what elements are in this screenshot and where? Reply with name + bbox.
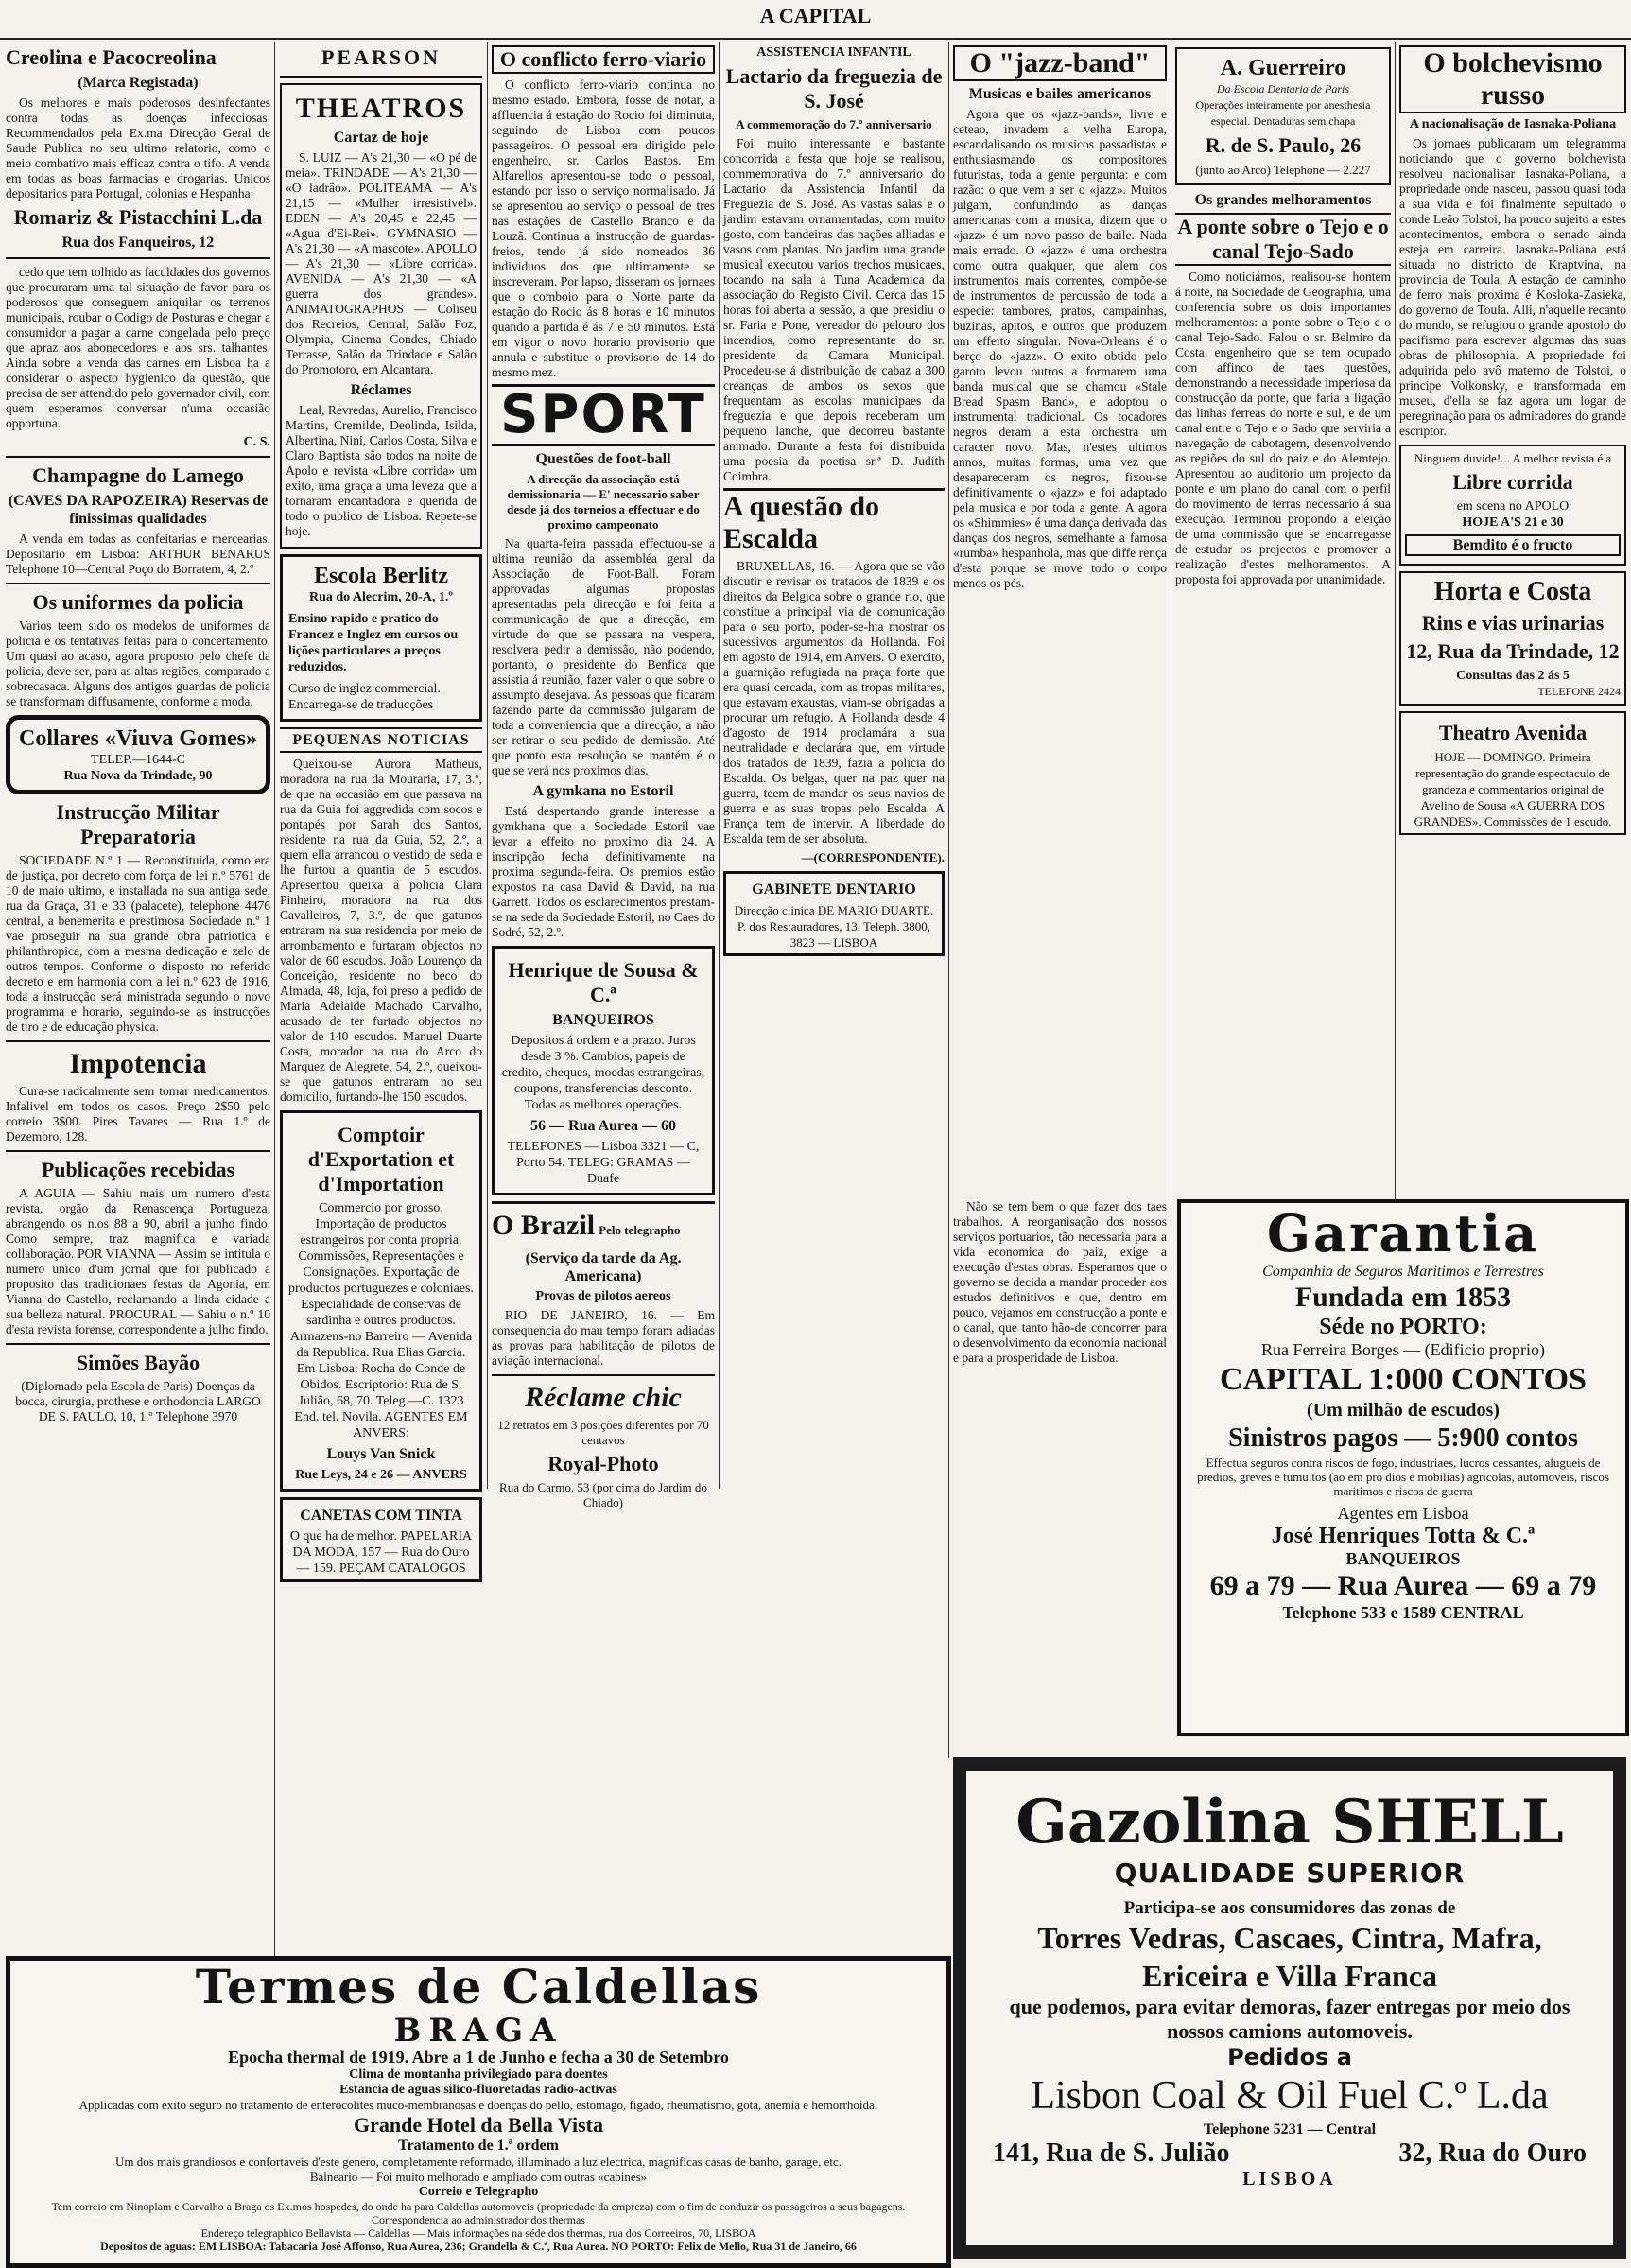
horta-ad-sub: Rins e vias urinarias [1421,611,1605,635]
guerreiro-ad-sub: Da Escola Dentaria de Paris [1217,82,1349,96]
lactario-headline: Lactario da freguezia de S. José [725,64,943,113]
football-text: Na quarta-feira passada effectuou-se a ultima reunião da assembléa geral da Associação de Foot-Ball. Foram approvadas algumas propostas apresentadas pela direcção e foi feita a communicação de que a direcção, em virtude do que se passara na vespera, resolvera pedir a demissão, não podendo, portanto, o presidente do Benfica que assistia á reunião, fazer valer o que sobre o assumpto desejava. As pessoas que ficaram fazendo parte da commissão julgaram de toda a conveniencia que a direcção, a não ser retirar o seu pedido de demissão. Até que ponto esta resolução se mantém é o que se verá nos proximos dias. [492,536,715,777]
garantia-capital-sub: (Um milhão de escudos) [1307,1400,1500,1421]
article-text: cedo que tem tolhido as faculdades dos governos que procuraram uma tal situação de favor para os poderosos que conseguem aniquilar os terrenos municipais, roubar o Codigo de Posturas e chegar a consumidor a pagar a carne congelada pelo preço que apraz aos abonecedores e aos srs. talhantes. Ainda sobre a venda das carnes em Lisboa ha a considerar o aspecto hygienico da questão, que precisa de ser attendido pelo governador civil, com quem esperamos conversar n'uma occasião opportuna. [6,265,270,430]
champagne-ad-sub: (CAVES DA RAPOZEIRA) Reservas de finissimas qualidades [8,493,269,527]
collares-ad-tel: TELEP.—1644-C [91,753,185,767]
col6-continuation-text: Não se tem bem o que fazer dos taes trabalhos. A reorganisação dos nossos serviços portuarios, tão necessaria para a vida economica do paiz, exige a execução d'estas obras. Esperamos que o governo se decida a mandar proceder aos estudos definitivos e que, dentro em pouco, vejamos em construcção a ponte e o canal, que tanto hão-de concorrer para o desenvolvimento da economia nacional e para a prosperidade de Lisboa. [953,1199,1167,1365]
shell-quality: QUALIDADE SUPERIOR [1114,1858,1466,1889]
column-1 [6,42,270,1990]
royal-ad-title: Royal-Photo [547,1452,659,1475]
garantia-ad [1177,1199,1629,1736]
caldellas-title: Termes de Caldellas [195,1959,762,2015]
divider [6,1150,270,1152]
brazil-sub: (Serviço da tarde da Ag. Americana) [525,1250,682,1284]
garantia-claims-body: Effectua seguros contra riscos de fogo, industriaes, lucros cessantes, alugueis de predios, greves e tumultos (ao em pro dios e mobilias) agricolas, automoveis, riscos maritimos e riscos de guerra [1197,1456,1609,1498]
berlitz-ad [280,554,482,722]
column-rule [274,42,275,2245]
football-sub: A direcção da associação está demissionaria — E' necessario saber desde já dos torneios a effectuar e do proximo campeonato [507,472,700,532]
sport-headline: SPORT [492,384,715,446]
page-header [0,0,1631,40]
shell-addr-left: 141, Rua de S. Julião [993,2138,1230,2168]
shell-tel: Telephone 5231 — Central [1203,2121,1377,2137]
paper-title: A CAPITAL [759,4,872,27]
caldellas-hotel-body: Um dos mais grandiosos e confortaveis d'este genero, completamente reformado, illuminado a luz electrica, magnificas casas de banho, garage, etc. [115,2155,842,2169]
henrique-ad-tel: TELEFONES — Lisboa 3321 — C, Porto 54. TELEG: GRAMAS — Duafe [507,1140,700,1186]
bolchevismo-headline: O bolchevismo russo [1399,45,1626,113]
garantia-agents-addr: 69 a 79 — Rua Aurea — 69 a 79 [1209,1570,1597,1601]
horta-ad-title: Horta e Costa [1433,577,1592,606]
horta-ad-tel: TELEFONE 2424 [1537,685,1621,698]
shell-firm: Lisbon Coal & Oil Fuel C.º L.da [1031,2074,1549,2118]
column-2 [280,42,482,1990]
uniformes-headline: Os uniformes da policia [32,590,244,614]
column-5b [1175,42,1391,1214]
garantia-agents: Agentes em Lisboa [1337,1504,1469,1523]
guerreiro-ad [1175,47,1391,185]
garantia-seat-addr: Rua Ferreira Borges — (Edificio proprio) [1260,1340,1546,1359]
pequenas-headline: PEQUENAS NOTICIAS [280,727,482,753]
column-6 [1399,42,1626,1214]
brazil-block [492,1201,715,1246]
shell-outro: que podemos, para evitar demoras, fazer entregas por meio dos nossos camions automoveis. [1009,1995,1570,2043]
reclames-headline: Réclames [350,382,412,398]
instrucao-headline: Instrucção Militar Preparatoria [56,800,220,848]
assist-headline: ASSISTENCIA INFANTIL [756,45,911,60]
lactario-sub: A commemoração do 7.º anniversario [736,117,932,131]
publicacoes-text: A AGUIA — Sahiu mais um numero d'esta revista, orgão da Renascença Portugueza, abrangendo os n.os 88 a 90, abril a junho findo. Como sempre, traz magnifica e variada collaboração. POR VIANNA — Assim se intitula o numero unico d'um jornal que foi publicado a proposito das tradicionaes festas da Agonia, em Vianna do Castello, reclamando a linda cidade a sua belleza natural. PROCURAL — Sahiu o n.º 10 d'esta revista forense, correspondente a julho findo. [6,1186,270,1336]
caldellas-hotel: Grande Hotel da Bella Vista [354,2113,603,2137]
pequenas-text: Queixou-se Aurora Matheus, moradora na rua da Mouraria, 17, 3.º, de que na occasião em que passava na rua da Guia foi aggredida com socos e pontapés por Sarah dos Santos, residente na rua da Guia, 52, 2.º, a quem ella arrancou o vestido de seda e lhe furtou a quantia de 5 escudos. Apresentou queixa á policia Clara Pinheiro, moradora na rua dos Cavalleiros, 7, 3.º, de que gatunos entraram na sua residencia por meio de arrombamento e furtaram objectos no valor de 60 escudos. João Lourenço da Conceição, residente no beco do Almada, 48, loja, foi preso a pedido de Maria Adelaide Machado Carvalho, acusado de ter furtado objectos no valor de 140 escudos. Manuel Duarte Costa, morador na rua do Arco do Marquez de Alegrete, 54, 2.º, queixou-se que gatunos entraram no seu domicilio, furtando-lhe 150 escudos. [280,757,482,1104]
impotencia-headline: Impotencia [69,1048,207,1079]
apolo-ad [1399,445,1626,566]
ponte-headline: A ponte sobre o Tejo e o canal Tejo-Sado [1175,213,1391,266]
cartaz-text: S. LUIZ — A's 21,30 — «O pé de meia». TRINDADE — A's 21,30 — «O ladrão». POLITEAMA — A's 21,15 — «Mulher irresistivel». EDEN — A's 20,45 e 22,45 — «Agua d'Ei-Rei». GYMNASIO — A's 21,30 — «A mascote». APOLLO — A's 21,30 — «Libre corrida». AVENIDA — A's 21,30 — «A guerra dos grandes». ANIMATOGRAPHOS — Coliseu dos Recreios, Central, Salão Foz, Olympia, Cinema Condes, Chiado Terrasse, Salão da Trindade e Salão do Promotoro, em Alcantara. [286,150,477,376]
publicacoes-headline: Publicações recebidas [41,1158,235,1181]
caldellas-climate: Clima de montanha privilegiado para doentes [349,2067,608,2082]
apolo-ad-times: HOJE A'S 21 e 30 [1462,515,1564,530]
caldellas-estancia: Estancia de aguas silico-fluoretadas radio-activas [339,2083,617,2097]
canetas-ad-title: CANETAS COM TINTA [300,1508,462,1524]
garantia-founded: Fundada em 1853 [1294,1282,1512,1313]
gymkana-text: Está despertando grande interesse a gymkhana que a Sociedade Estoril vae levar a effeito no proximo dia 24. A inscripção fecha definitivamente na proxima segunda-feira. Os premios estão expostos na casa David & David, na rua Garrett. Todos os esclarecimentos prestam-se na sede da Sociedade Estoril, no Caes do Sodré, 52, 2.º. [492,804,715,939]
reclames-text: Leal, Revredas, Aurelio, Francisco Martins, Cremilde, Deolinda, Isilda, Albertina, Nini, Carlos Costa, Silva e Claro Baptista são todos na noite de Apolo e revista «Libre corrida» um exito, uma graça a uma leveza que a tornaram encantadora e querida de todo o publico de Lisboa. Repete-se hoje. [286,403,477,538]
apolo-ad-title: Libre corrida [1452,470,1573,494]
apolo-ad-cta: Bemdito é o fructo [1405,534,1621,556]
champagne-ad-body: A venda em todas as confeitarias e mercearias. Depositario em Lisboa: ARTHUR BENARUS Telephone 10—Central Poço do Borratem, 4, 2.º [6,532,270,576]
ponte-text: Como noticiámos, realisou-se hontem á noite, na Sociedade de Geographia, uma conferencia sobre os dois importantes melhoramentos: a ponte sobre o Tejo e o canal Tejo-Sado. Falou o sr. Belmiro da Costa, engenheiro que se tem ocupado com affinco de taes questões, demonstrando a necessidade imperiosa da construcção da ponte, que faria a ligação das linhas ferreas do norte e sul, e de um canal entre o Tejo e o Sado que serviria a navegação de cabotagem, desenvolvendo as regiões do sul do paiz e do Alemtejo. Apresentou ao auditorio um projecto da ponte e um plano do canal com o perfil do movimento de terras necessario á sua execução. Terminou propondo a eleição de uma commissão que se encarregasse de estudar os projectos e promover a realização d'estes melhoramentos. A proposta foi approvada por unanimidade. [1175,270,1391,586]
henrique-ad-sub: BANQUEIROS [552,1012,654,1028]
column-3 [492,42,715,1509]
reclame-ad-title: Réclame chic [525,1382,682,1413]
melhoramentos-headline: Os grandes melhoramentos [1194,192,1372,208]
comptoir-ad-agent-addr: Rue Leys, 24 e 26 — ANVERS [295,1468,467,1482]
garantia-capital: CAPITAL 1:000 CONTOS [1220,1362,1587,1397]
column-rule [948,42,949,1758]
conflicto-text: O conflicto ferro-viario continua no mesmo estado. Embora, fosse de notar, a affluencia á estação do Rocio foi diminuta, seguindo de Lisboa com poucos passageiros. O pessoal era dirigido pelo engenheiro, sr. Carlos Bastos. Em Alfarellos apresentou-se todo o pessoal, estando por isso o serviço normalisado. Já se apresentou ao serviço o pessoal de tres nas estações de Castello Branco e da Louzã. Continua a instrucção de guardas-freios, tendo já sido nomeados 36 individuos dos que ultimamente se inscreveram. Por lapso, disseram os jornaes que o comboio para o Norte parte da estação do Rocio ás 8 horas e 10 minutos quando a partida é ás 7 e 50 minutos. Está em vigor o novo horario provisorio que annula e substitue o provisorio de 14 do mesmo mez. [492,78,715,379]
instrucao-text: SOCIEDADE N.º 1 — Reconstituida, como era de justiça, por decreto com força de lei n.º 5761 de 10 de maio ultimo, e installada na sua antiga sede, rua da Graça, 31 e 33 (palacete), telephone 4476 central, a benemerita e prestimosa Sociedade n.º 1 vae proseguir na sua grande obra patriotica e philanthropica, com a mesma dedicação e zelo de outros tempos. Conforme o disposto no referido decreto e em harmonia com a lei n.º 623 de 1916, toda a instrucção será ministrada segundo o novo programma e horario, seguindo-se as instrucções de tiro e de educação physica. [6,853,270,1034]
bolchevismo-sub: A nacionalisação de Iasnaka-Poliana [1409,117,1617,131]
guerreiro-ad-title: A. Guerreiro [1220,56,1346,80]
apolo-ad-scene: em scena no APOLO [1456,499,1570,514]
column-rule [719,42,720,1489]
caldellas-depositos: Depositos de aguas: EM LISBOA: Tabacaria José Affonso, Rua Aurea, 236; Grandella & C.ª, Rua Aurea. NO PORTO: Felix de Mello, Rua 31 de Janeiro, 66 [100,2240,857,2253]
garantia-agents-tel: Telephone 533 e 1589 CENTRAL [1282,1603,1524,1622]
divider [6,456,270,458]
reclame-ad-body: 12 retratos em 3 posições diferentes por 70 centavos [497,1418,709,1447]
shell-towns: Torres Vedras, Cascaes, Cintra, Mafra, Ericeira e Villa Franca [1037,1921,1542,1993]
jazz-text: Agora que os «jazz-bands», livre e ceteao, invadem a velha Europa, escandalisando os musicos passadistas e enthusiasmando os compositores futuristas, toda a gente pergunta: e com razão: o que vem a ser o «jazz». Muitos julgam, confundindo as danças americanas com a musica, dizem que o «jazz» é um novo passo de baile. Nada mais errado. O «jazz» é uma orchestra como outra qualquer, que alem dos instrumentos mais correntes, compõe-se de instrumentos de percussão de toda a especie: tambores, pratos, campainhas, buzinas, apitos, e outros que produzem um effeito singular. Nova-Orleans é o berço do «jazz». O exito obtido pelo garoto levou outros a formarem uma banda musical que se chamou «Stale Bread Spasm Band», e adoptou o instrumental tradicional. Os tocadores negros deram a esta orchestra um caracter novo. Mas, n'estes ultimos annos, muitas formas, uma vez que desapareceram os negros, fixou-se definitivamente o «jazz» e foi adaptado pela musica e por toda a gente. A agora os «Shimmies» é uma dança derivada das danças dos negros, semelhante a famosa «rumba» hespanhola, mas que diffe rença d'esta porque se move todo o corpo menos os pés. [953,107,1167,590]
apolo-ad-top: Ninguem duvide!... A melhor revista é a [1414,451,1612,465]
henrique-ad-addr: 56 — Rua Aurea — 60 [530,1118,676,1134]
guerreiro-ad-body: Operações inteiramente por anesthesia especial. Dentaduras sem chapa [1195,98,1371,128]
collares-ad-addr: Rua Nova da Trindade, 90 [63,769,213,783]
uniformes-text: Varios teem sido os modelos de uniformes da policia e os tentativas feitas para o concertamento. Um quasi ao acaso, agora proposto pelo chefe da policia, deve ser, para as altas regiões, comparado a sobrecasaca. Alguns dos antigos guardas de policia se transformam diffusamente, conforme a moda. [6,619,270,708]
shell-addresses [983,2138,1596,2169]
caldellas-tratamento: Tratamento de 1.ª ordem [398,2137,559,2154]
caldellas-epoch: Epocha thermal de 1919. Abre a 1 de Junho e fecha a 30 de Setembro [228,2048,729,2067]
berlitz-ad-title: Escola Berlitz [314,564,448,588]
shell-title: Gazolina SHELL [1015,1787,1564,1858]
brazil-headline: O Brazil [492,1210,596,1241]
guerreiro-ad-addr: R. de S. Paulo, 26 [1205,133,1362,157]
berlitz-ad-addr: Rua do Alecrim, 20-A, 1.º [309,590,453,604]
cartaz-headline: Cartaz de hoje [333,130,429,146]
divider [280,76,482,78]
garantia-seat: Séde no PORTO: [1319,1315,1487,1339]
football-headline: Questões de foot-ball [535,451,671,467]
canetas-ad-body: O que ha de melhor. PAPELARIA DA MODA, 157 — Rua do Ouro — 159. PEÇAM CATALOGOS [289,1529,473,1576]
divider [6,583,270,584]
horta-ad-addr: 12, Rua da Trindade, 12 [1406,639,1620,663]
gabinete-ad-title: GABINETE DENTARIO [752,881,916,898]
comptoir-ad-title: Comptoir d'Exportation et d'Importation [307,1123,455,1195]
comptoir-ad-agent: Louys Van Snick [326,1446,436,1462]
collares-ad-title: Collares «Viuva Gomes» [19,726,257,751]
horta-ad-hours: Consultas das 2 ás 5 [1456,669,1570,683]
theatro-avenida-ad-body: HOJE — DOMINGO. Primeira representação do grande espectaculo de grandeza e commentarios original de Avelino de Sousa «A GUERRA DOS GRANDES». Commissões de 1 escudo. [1414,750,1612,829]
henrique-ad-title: Henrique de Sousa & C.ª [508,958,699,1006]
garantia-title: Garantia [1266,1203,1540,1264]
theatro-avenida-ad [1399,711,1626,835]
escalda-headline: A questão do Escalda [723,488,945,555]
horta-ad [1399,571,1626,706]
theatros-box [280,83,482,549]
creolina-ad-body: Os melhores e mais poderosos desinfectantes contra todas as doenças infecciosas. Recommendados pela Ex.ma Direcção Geral de Saude Publica no seu ultimo relatorio, como o meio combativo mais efficaz contra o tifo. A venda em todas as boas farmacias e drogarias. Unicos depositarios para Portugal, colonias e Hespanha: [6,96,270,201]
shell-ad [953,1757,1626,2259]
berlitz-ad-body-2: Curso de inglez commercial. Encarrega-se de traducções [288,682,441,712]
theatros-headline: THEATROS [295,93,467,124]
pilotos-headline: Provas de pilotos aereos [535,1289,671,1303]
collares-ad [6,715,270,794]
col6-continuation [953,1199,1167,1729]
caldellas-telegr: Endereço telegraphico Bellavista — Caldellas — Mais informações na séde dos thermas, rua dos Correeiros, 70, LISBOA [200,2226,756,2240]
column-4 [723,42,945,1758]
caldellas-city: BRAGA [393,2012,564,2050]
caldellas-applic: Applicadas com exito seguro no tratamento de enterocolites muco-membranosas e doenças do pello, estomago, figado, rheumatismo, gota, anemia e hemorrhoidal [78,2098,878,2112]
creolina-ad-firm: Romariz & Pistacchini L.da [13,205,263,229]
pearson-ad: PEARSON [321,45,442,69]
shell-intro: Participa-se aos consumidores das zonas de [1123,1898,1456,1918]
henrique-ad [492,946,715,1195]
article-signature: C. S. [243,435,270,449]
garantia-sub: Companhia de Seguros Maritimos e Terrestres [1262,1264,1544,1280]
escalda-signature: —(CORRESPONDENTE). [801,850,945,864]
caldellas-corresp: Correspondencia ao administrador dos thermas [372,2213,585,2226]
caldellas-correio-body: Tem correio em Ninoplam e Carvalho a Braga os Ex.mos hospedes, do onde ha para Caldellas automoveis (propriedade da empreza) com o fim de conduzir os passageiros a seus bagagens. [51,2200,906,2213]
theatro-avenida-ad-title: Theatro Avenida [1438,721,1588,744]
guerreiro-ad-tel: (junto ao Arco) Telephone — 2.227 [1195,163,1371,177]
jazz-headline: O "jazz-band" [953,45,1167,81]
royal-ad-addr: Rua do Carmo, 53 (por cima do Jardim do Chiado) [499,1480,707,1509]
garantia-agents-sub: BANQUEIROS [1345,1549,1461,1568]
column-5 [953,42,1167,1214]
champagne-ad-title: Champagne do Lamego [32,463,244,487]
column-rule [487,42,488,1489]
comptoir-ad [280,1110,482,1492]
column-rule [1395,42,1396,1214]
garantia-claims: Sinistros pagos — 5:900 contos [1228,1423,1578,1453]
shell-orders: Pedidos a [1227,2044,1352,2070]
divider [6,1040,270,1042]
henrique-ad-body: Depositos á ordem e a prazo. Juros desde 3 %. Cambios, papeis de credito, cheques, moedas estrangeiras, coupons, transferencias desconto. Todas as melhores operações. [501,1034,705,1112]
creolina-ad-sub: (Marca Registada) [78,75,199,91]
lactario-text: Foi muito interessante e bastante concorrida a festa que hoje se realisou, commemorativa do 7.º anniversario do Lactario da Assistencia Infantil da Freguezia de S. José. As vastas salas e o jardim estavam ornamentadas, com muito gosto, com bandeiras das nações alliadas e vasos com plantas. No jardim uma grande musical executou varios trechos musicaes, tocando na sala a Tuna Academica da associação do Registo Civil. Cerca das 15 horas foi aberta a sessão, a que presidiu o sr. Faria e Pone, vereador do pelouro dos incendios, como representante do sr. presidente da Camara Municipal. Procedeu-se á distribuição de cabaz a 300 creanças de ambos os sexos que frequentam as escolas municipaes da freguezia e que depois receberam um pequeno lanche, que decorreu bastante animado. Durante a festa foi distribuida uma poesia da poetisa sr.ª D. Judith Coimbra. [723,136,945,483]
gabinete-ad-body: Direcção clinica DE MARIO DUARTE. P. dos Restauradores, 13. Teleph. 3800, 3823 — LISBOA [734,903,934,950]
creolina-ad-title: Creolina e Pacocreolina [6,45,217,69]
shell-ad-inner [966,1771,1613,2245]
gymkana-headline: A gymkana no Estoril [532,783,674,799]
brazil-tag: Pelo telegrapho [599,1223,681,1237]
jazz-sub: Musicas e bailes americanos [968,86,1152,102]
gabinete-ad [723,871,945,956]
impotencia-text: Cura-se radicalmente sem tomar medicamentos. Infalivel em todos os casos. Preço 2$50 pelo correio 3$00. Pires Tavares — Rua 1.º de Dezembro, 128. [6,1084,270,1143]
escalda-text: BRUXELLAS, 16. — Agora que se vão discutir e revisar os tratados de 1839 e os direitos da Belgica sobre o grande rio, que constitue a principal via de comunicação para o seu porto, poder-se-hia mostrar os sucessivos argumentos da Hollanda. Foi em agosto de 1914, em Anvers. O exercito, a guarnição refugiada na praça forte que era quasi cercada, com as tropas militares, que estavam exaustas, viam-se obrigadas a procurar um refugio. A Hollanda desde 4 d'agosto de 1914 proclamára a sua neutralidade e declarára que, em virtude dos tratados de 1839, fazia a policia do Escalda. Os belgas, quer na paz quer na guerra, teem de mandar os seus navios de guerra e as suas tropas pelo Escalda. A França tem de intervir. A liberdade do Escalda tem de ser absoluta. [723,559,945,846]
divider [492,1374,715,1376]
brazil-text: RIO DE JANEIRO, 16. — Em consequencia do mau tempo foram adiadas as provas para habilitação de pilotos de aviação internacional. [492,1308,715,1368]
conflicto-headline: O conflicto ferro-viario [492,45,715,74]
caldellas-ad [6,1956,951,2268]
bolchevismo-text: Os jornaes publicaram um telegramma noticiando que o governo bolchevista resolveu nacionalisar Iasnaka-Poliana, a propriedade onde nasceu, passou quasi toda a sua vida e foi finalmente sepultado o conde Leão Tolstoi, ha pouco sujeito a estes acontecimentos, embora o senado ainda esteja em carreira. Iasnaka-Poliana está situada no districto de Kraptvina, na provincia de Toula. A estação de caminho de ferro mais proxima é Kosloka-Zasieka, do governo de Toula. Alli, n'aquelle recanto do mundo, se refugiou o grande apostolo do pacifismo para escrever algumas das suas obras de philosophia. A propriedade foi adquirida pelo avô materno de Tolstoi, o principe Volkonsky, e transformada em museu, d'ella se faz agora um logar de peregrinação para os admiradores do grande escriptor. [1399,136,1626,438]
shell-city: LISBOA [1242,2169,1337,2189]
berlitz-ad-body: Ensino rapido e pratico do Francez e Inglez em cursos ou lições particulares a preços reduzidos. [288,612,459,674]
caldellas-balneario: Balneario — Foi muito melhorado e ampliado com outras «cabines» [309,2170,648,2184]
canetas-ad [280,1497,482,1582]
creolina-ad-addr: Rua dos Fanqueiros, 12 [61,235,215,251]
bayao-ad-title: Simões Bayão [76,1351,200,1374]
shell-addr-right: 32, Rua do Ouro [1398,2138,1587,2168]
comptoir-ad-body: Commercio por grosso. Importação de productos estrangeiros por conta propria. Commissões, Representações e Consignações. Exportação de productos portuguezes e coloniaes. Especialidade de conservas de sardinha e outros productos. Armazens-no Barreiro — Avenida da Republica. Rua Elias Garcia. Em Lisboa: Rocha do Conde de Obidos. Escriptorio: Rua de S. Julião, 68, 70. Teleg.—C. 1323 End. tel. Novila. AGENTES EM ANVERS: [288,1201,474,1440]
bayao-ad-body: (Diplomado pela Escola de Paris) Doenças da bocca, cirurgia, prothese e orthodoncia LARGO DE S. PAULO, 10, 1.º Telephone 3970 [15,1379,261,1423]
divider [6,1343,270,1345]
divider [6,257,270,259]
garantia-agents-firm: José Henriques Totta & C.ª [1271,1524,1536,1548]
caldellas-correio: Correio e Telegrapho [418,2185,539,2199]
